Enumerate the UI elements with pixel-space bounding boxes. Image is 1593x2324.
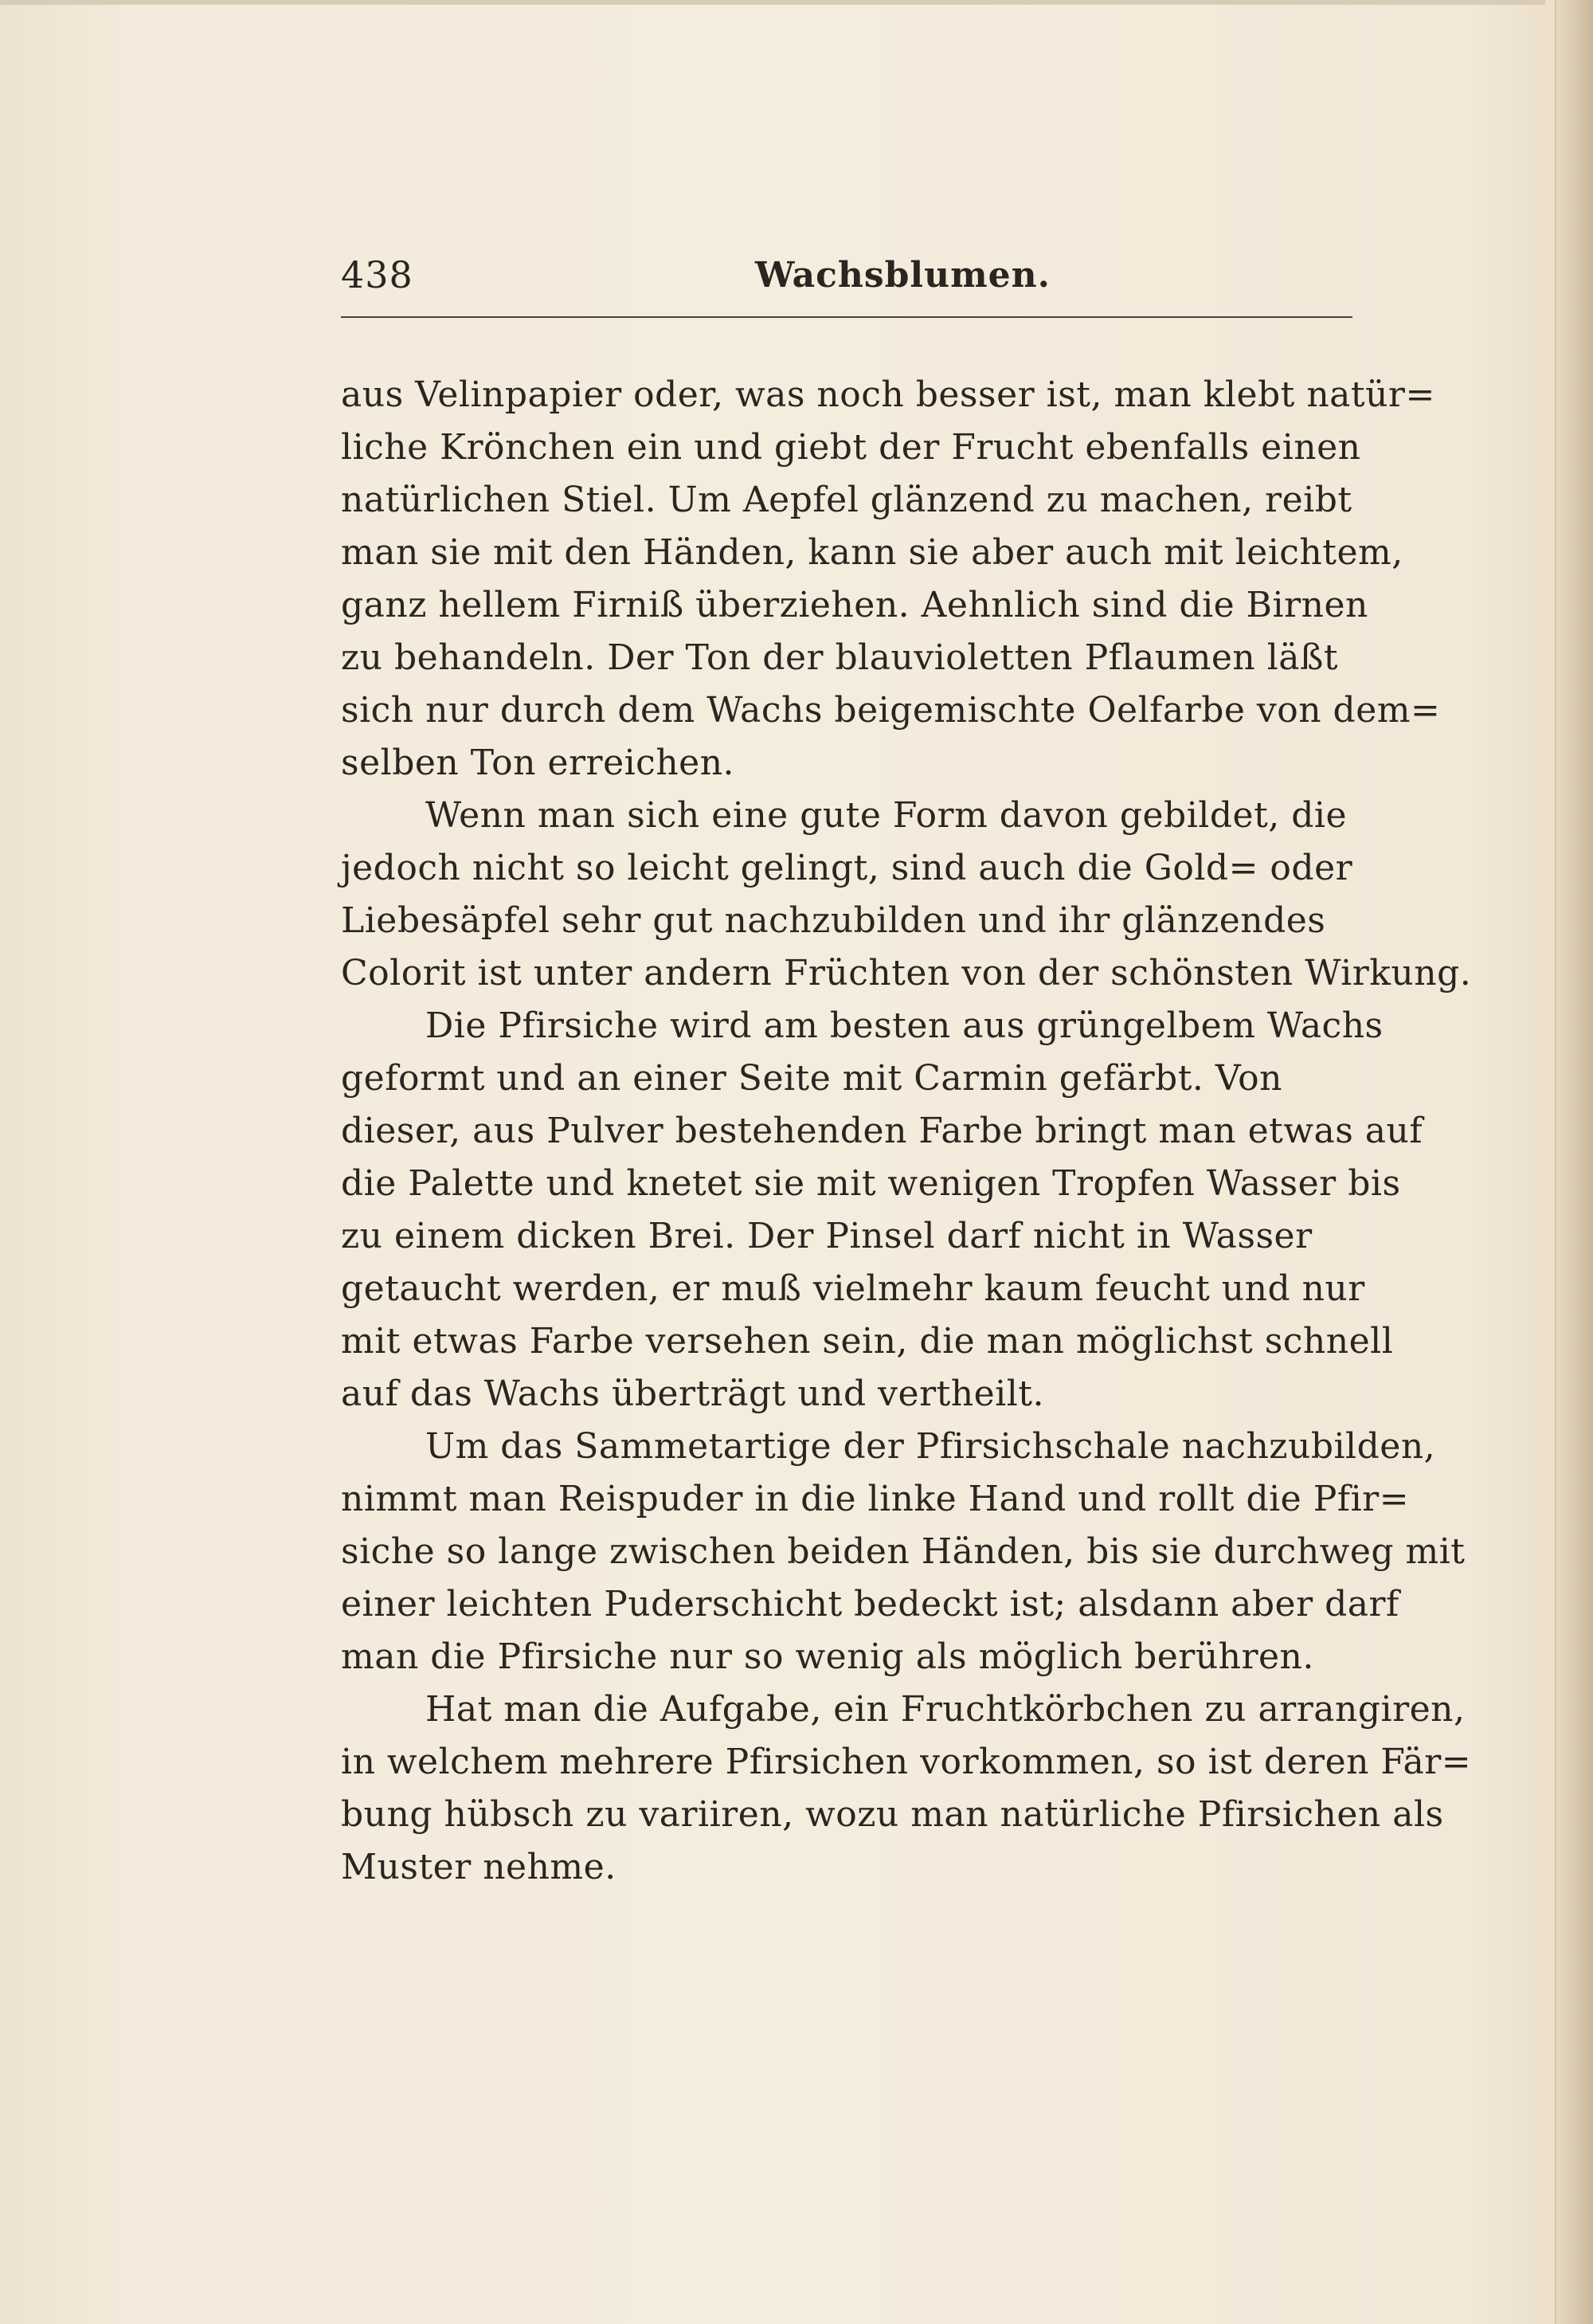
paragraph-start-line: Um das Sammetartige der Pfirsichschale nachzubilden, <box>425 1426 1436 1467</box>
text-line: siche so lange zwischen beiden Händen, bis sie durchweg mit <box>341 1531 1466 1572</box>
text-line: einer leichten Puderschicht bedeckt ist; alsdann aber darf <box>341 1584 1399 1624</box>
text-line: sich nur durch dem Wachs beigemischte Oelfarbe von dem= <box>341 690 1441 731</box>
text-line: getaucht werden, er muß vielmehr kaum feucht und nur <box>341 1268 1365 1309</box>
text-line: auf das Wachs überträgt und vertheilt. <box>341 1374 1044 1414</box>
page-top-edge <box>0 0 1545 5</box>
text-line: natürlichen Stiel. Um Aepfel glänzend zu machen, reibt <box>341 480 1352 520</box>
paragraph-start-line: Wenn man sich eine gute Form davon gebildet, die <box>425 795 1347 836</box>
text-line: mit etwas Farbe versehen sein, die man möglichst schnell <box>341 1321 1394 1362</box>
text-line: Muster nehme. <box>341 1847 616 1887</box>
paragraph-start-line: Hat man die Aufgabe, ein Fruchtkörbchen zu arrangiren, <box>425 1689 1466 1730</box>
text-line: geformt und an einer Seite mit Carmin gefärbt. Von <box>341 1058 1282 1099</box>
text-line: Liebesäpfel sehr gut nachzubilden und ihr glänzendes <box>341 900 1326 941</box>
text-line: man sie mit den Händen, kann sie aber auch mit leichtem, <box>341 532 1403 573</box>
text-line: selben Ton erreichen. <box>341 743 735 783</box>
text-line: in welchem mehrere Pfirsichen vorkommen, so ist deren Fär= <box>341 1742 1472 1782</box>
text-line: ganz hellem Firniß überziehen. Aehnlich sind die Birnen <box>341 585 1368 625</box>
text-line: zu einem dicken Brei. Der Pinsel darf nicht in Wasser <box>341 1216 1313 1256</box>
text-line: zu behandeln. Der Ton der blauvioletten Pflaumen läßt <box>341 637 1339 678</box>
page-number: 438 <box>341 253 413 296</box>
body-text <box>341 369 1472 1894</box>
page-right-edge <box>1555 0 1593 2324</box>
running-title: Wachsblumen. <box>755 255 1051 296</box>
text-line: bung hübsch zu variiren, wozu man natürliche Pfirsichen als <box>341 1794 1444 1835</box>
paragraph-start-line: Die Pfirsiche wird am besten aus grüngelbem Wachs <box>425 1005 1384 1046</box>
header-rule <box>341 316 1352 318</box>
text-line: jedoch nicht so leicht gelingt, sind auch die Gold= oder <box>341 848 1353 888</box>
text-line: aus Velinpapier oder, was noch besser ist, man klebt natür= <box>341 374 1435 415</box>
running-head <box>341 253 1352 309</box>
text-line: die Palette und knetet sie mit wenigen Tropfen Wasser bis <box>341 1163 1401 1204</box>
text-line: dieser, aus Pulver bestehenden Farbe bringt man etwas auf <box>341 1111 1423 1151</box>
text-line: Colorit ist unter andern Früchten von der schönsten Wirkung. <box>341 953 1472 993</box>
text-line: nimmt man Reispuder in die linke Hand und rollt die Pfir= <box>341 1479 1410 1519</box>
text-line: liche Krönchen ein und giebt der Frucht ebenfalls einen <box>341 427 1361 468</box>
text-line: man die Pfirsiche nur so wenig als möglich berühren. <box>341 1636 1314 1677</box>
